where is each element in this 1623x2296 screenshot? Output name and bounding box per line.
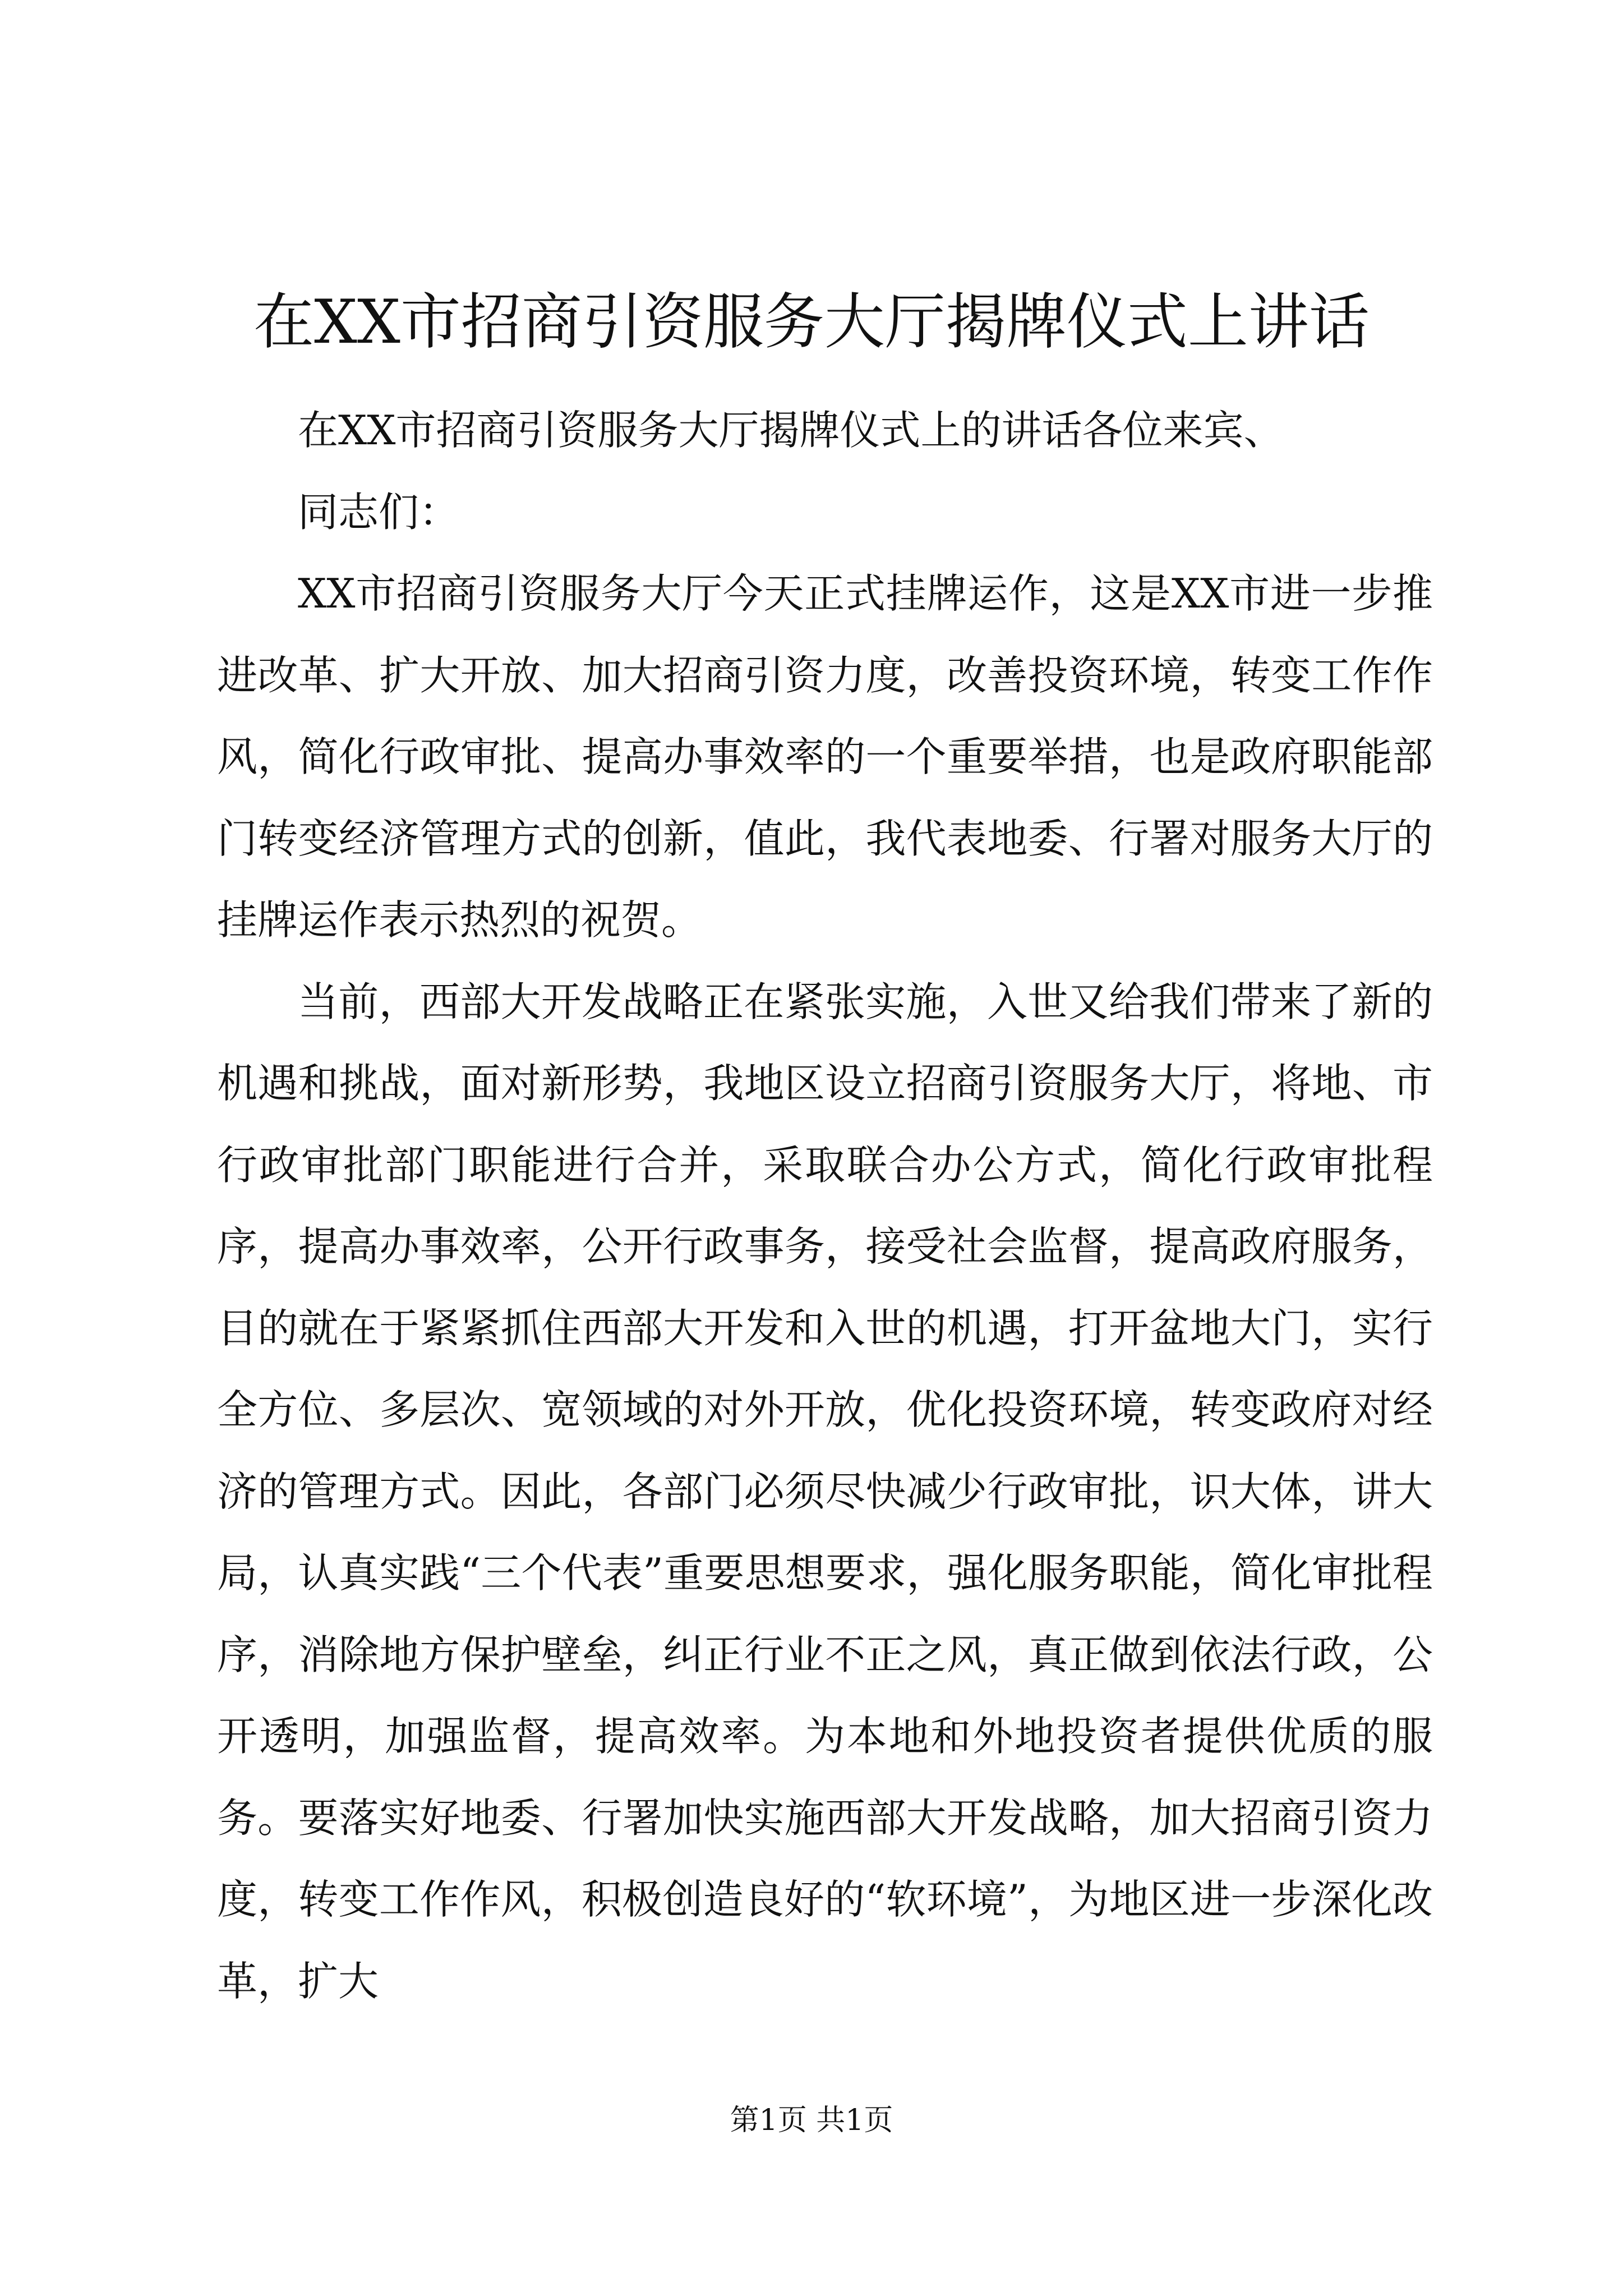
paragraph-1: XX市招商引资服务大厅今天正式挂牌运作，这是XX市进一步推进改革、扩大开放、加大招商引资力度，改善投资环境，转变工作作风，简化行政审批、提高办事效率的一个重要举措，也是政府职能部门转变经济管理方式的创新，值此，我代表地委、行署对服务大厅的挂牌运作表示热烈的祝贺。 xyxy=(217,570,1433,944)
paragraph-opening: 在XX市招商引资服务大厅揭牌仪式上的讲话各位来宾、 xyxy=(298,407,1284,454)
paragraph-salutation: 同志们： xyxy=(298,488,460,536)
paragraph-2: 当前，西部大开发战略正在紧张实施，入世又给我们带来了新的机遇和挑战，面对新形势，我地区设立招商引资服务大厅，将地、市行政审批部门职能进行合并，采取联合办公方式，简化行政审批程序，提高办事效率，公开行政事务，接受社会监督，提高政府服务，目的就在于紧紧抓住西部大开发和入世的机遇，打开盆地大门，实行全方位、多层次、宽领域的对外开放，优化投资环境，转变政府对经济的管理方式。因此，各部门必须尽快减少行政审批，识大体，讲大局，认真实践“三个代表”重要思想要求，强化服务职能，简化审批程序，消除地方保护壁垒，纠正行业不正之风，真正做到依法行政，公开透明，加强监督，提高效率。为本地和外地投资者提供优质的服务。要落实好地委、行署加快实施西部大开发战略，加大招商引资力度，转变工作作风，积极创造良好的“软环境”，为地区进一步深化改革，扩大 xyxy=(217,978,1433,2005)
document-title: 在XX市招商引资服务大厅揭牌仪式上讲话 xyxy=(253,287,1370,357)
document-body xyxy=(217,390,1433,2022)
page-footer: 第1页 共1页 xyxy=(730,2104,893,2137)
